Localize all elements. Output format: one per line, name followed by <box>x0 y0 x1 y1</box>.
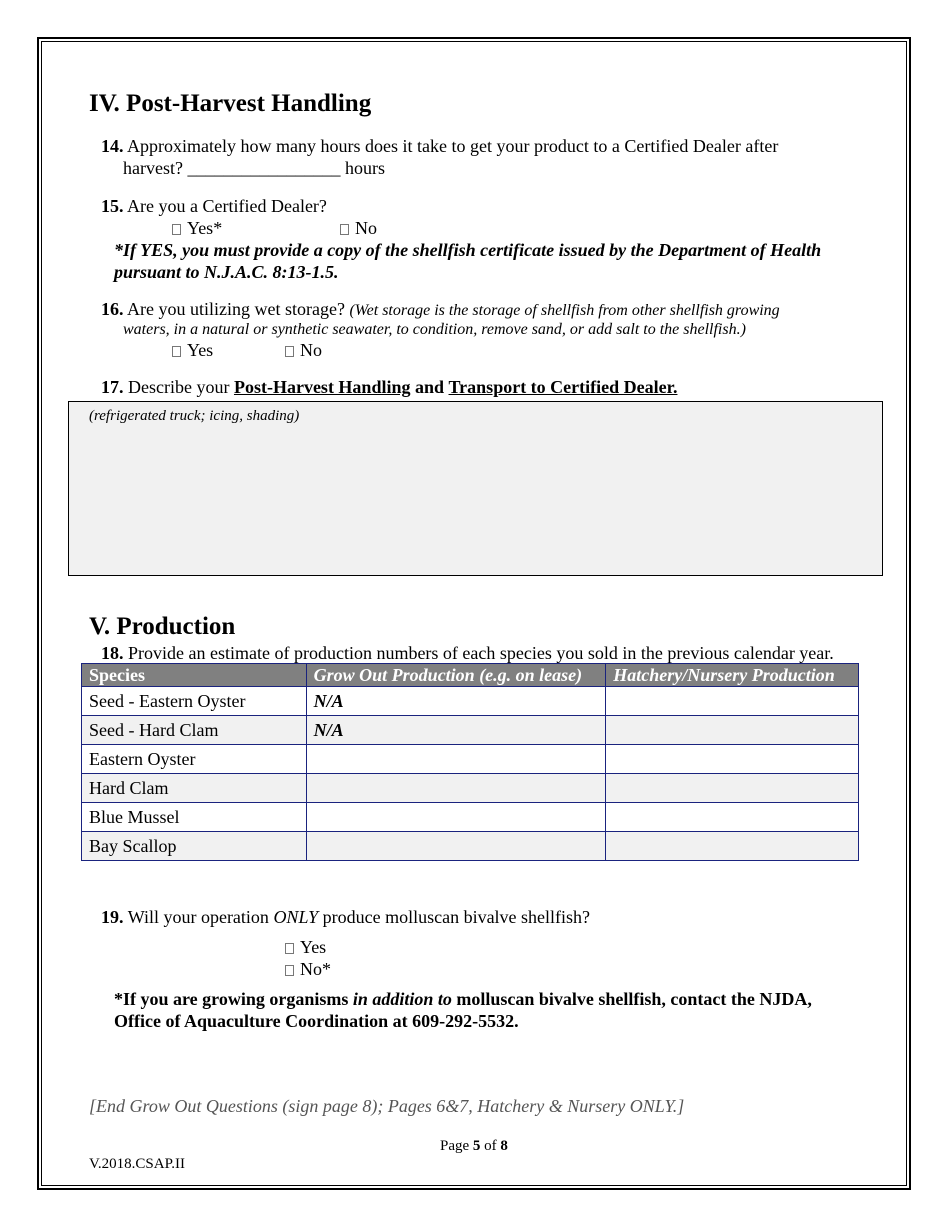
question-text-emphasis: ONLY <box>273 907 319 927</box>
and-label: and <box>414 377 445 397</box>
question-18 <box>101 642 834 664</box>
question-text: Will your operation <box>127 907 269 927</box>
wet-storage-hint: (Wet storage is the storage of shellfish from other shellfish growing <box>349 302 780 319</box>
grow-out-cell[interactable] <box>306 803 606 832</box>
njda-contact-note-line1 <box>114 988 812 1010</box>
certificate-note-line1: *If YES, you must provide a copy of the shellfish certificate issued by the Department of Health <box>114 240 822 260</box>
option-label: Yes* <box>187 218 223 238</box>
hours-unit: hours <box>344 158 385 178</box>
note-text: *If you are growing organisms <box>114 989 349 1009</box>
checkbox-icon[interactable] <box>285 943 294 954</box>
option-label: No* <box>300 959 331 979</box>
species-cell: Eastern Oyster <box>82 745 307 774</box>
page-of: of <box>484 1138 497 1154</box>
option-label: No <box>355 218 377 238</box>
checkbox-option-yes[interactable] <box>172 217 222 239</box>
hatchery-cell[interactable] <box>606 774 859 803</box>
option-label: No <box>300 340 322 360</box>
grow-out-cell[interactable] <box>306 774 606 803</box>
post-harvest-description-field[interactable] <box>68 401 883 576</box>
certificate-note-line2: pursuant to N.J.A.C. 8:13-1.5. <box>114 262 339 282</box>
grow-out-cell: N/A <box>306 716 606 745</box>
hatchery-cell[interactable] <box>606 745 859 774</box>
column-header-grow-out: Grow Out Production (e.g. on lease) <box>306 664 606 687</box>
checkbox-option-yes[interactable] <box>285 936 326 958</box>
page-total: 8 <box>500 1138 508 1154</box>
section-title-production: V. Production <box>89 613 236 640</box>
note-text-emphasis: in addition to <box>352 989 452 1009</box>
grow-out-cell[interactable] <box>306 832 606 861</box>
hatchery-cell[interactable] <box>606 716 859 745</box>
table-row <box>82 745 859 774</box>
question-text-cont: harvest? <box>123 158 183 178</box>
note-text-cont: molluscan bivalve shellfish, contact the NJDA, <box>456 989 812 1009</box>
species-cell: Seed - Hard Clam <box>82 716 307 745</box>
species-cell: Seed - Eastern Oyster <box>82 687 307 716</box>
question-text-cont: produce molluscan bivalve shellfish? <box>322 907 591 927</box>
page-current: 5 <box>472 1138 481 1154</box>
hatchery-cell[interactable] <box>606 832 859 861</box>
option-label: Yes <box>187 340 214 360</box>
question-number: 15. <box>101 196 124 216</box>
checkbox-option-no[interactable] <box>285 339 322 361</box>
question-number: 19. <box>101 907 124 927</box>
hatchery-cell[interactable] <box>606 687 859 716</box>
checkbox-icon[interactable] <box>285 346 294 357</box>
question-number: 14. <box>101 136 124 156</box>
checkbox-option-no[interactable] <box>340 217 377 239</box>
hours-input-blank[interactable]: _________________ <box>187 158 341 178</box>
end-questions-note: [End Grow Out Questions (sign page 8); Pages 6&7, Hatchery & Nursery ONLY.] <box>89 1096 685 1116</box>
transport-label: Transport to Certified Dealer. <box>448 377 678 397</box>
checkbox-icon[interactable] <box>285 965 294 976</box>
hatchery-cell[interactable] <box>606 803 859 832</box>
question-text: Approximately how many hours does it take to get your product to a Certified Dealer after <box>127 136 779 156</box>
page-number <box>440 1138 508 1155</box>
question-14 <box>101 135 778 157</box>
species-cell: Bay Scallop <box>82 832 307 861</box>
production-table <box>81 663 859 861</box>
question-number: 17. <box>101 377 124 397</box>
question-text: Are you utilizing wet storage? <box>127 299 345 319</box>
option-label: Yes <box>300 937 327 957</box>
wet-storage-hint-line2: waters, in a natural or synthetic seawater, to condition, remove sand, or add salt to the shellfish.) <box>123 321 746 338</box>
question-text: Are you a Certified Dealer? <box>127 196 327 216</box>
question-number: 18. <box>101 643 124 663</box>
column-header-hatchery: Hatchery/Nursery Production <box>606 664 859 687</box>
table-header-row <box>82 664 859 687</box>
checkbox-option-no[interactable] <box>285 958 331 980</box>
question-17 <box>101 376 677 398</box>
grow-out-cell[interactable] <box>306 745 606 774</box>
question-15 <box>101 195 327 217</box>
checkbox-option-yes[interactable] <box>172 339 213 361</box>
post-harvest-handling-label: Post-Harvest Handling <box>233 377 411 397</box>
page-prefix: Page <box>440 1138 470 1154</box>
question-text: Describe your <box>128 377 230 397</box>
table-row <box>82 832 859 861</box>
njda-contact-note-line2: Office of Aquaculture Coordination at 609-292-5532. <box>114 1011 519 1031</box>
question-text: Provide an estimate of production numbers of each species you sold in the previous calendar year. <box>128 643 834 663</box>
checkbox-icon[interactable] <box>172 346 181 357</box>
field-placeholder-hint: (refrigerated truck; icing, shading) <box>89 408 300 424</box>
question-16 <box>101 298 780 322</box>
checkbox-icon[interactable] <box>172 224 181 235</box>
grow-out-cell: N/A <box>306 687 606 716</box>
species-cell: Blue Mussel <box>82 803 307 832</box>
question-19 <box>101 906 590 928</box>
table-row <box>82 687 859 716</box>
form-version: V.2018.CSAP.II <box>89 1156 185 1172</box>
question-14-line2 <box>123 157 385 179</box>
species-cell: Hard Clam <box>82 774 307 803</box>
question-number: 16. <box>101 299 124 319</box>
checkbox-icon[interactable] <box>340 224 349 235</box>
section-title-post-harvest: IV. Post-Harvest Handling <box>89 90 372 117</box>
column-header-species: Species <box>82 664 307 687</box>
table-row <box>82 803 859 832</box>
table-row <box>82 774 859 803</box>
table-row <box>82 716 859 745</box>
